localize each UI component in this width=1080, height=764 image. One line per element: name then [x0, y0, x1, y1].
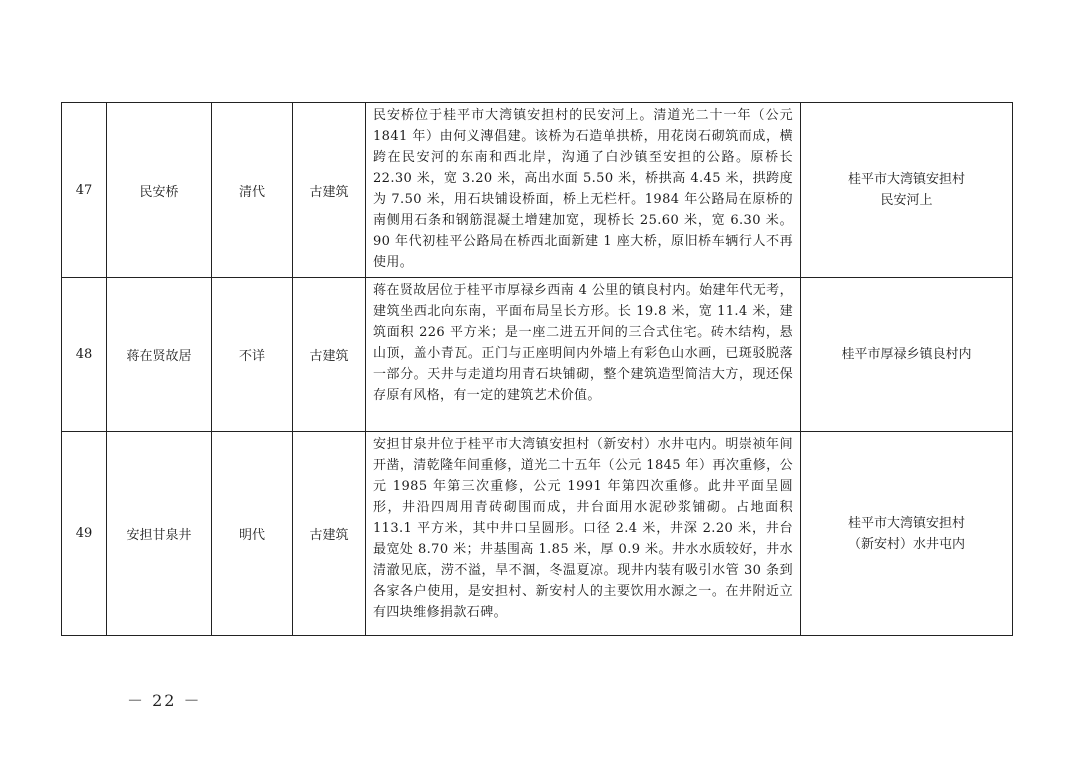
site-location	[801, 103, 1013, 278]
site-location	[801, 432, 1013, 636]
site-description: 安担甘泉井位于桂平市大湾镇安担村（新安村）水井屯内。明崇祯年间开凿，清乾隆年间重修，道光二十五年（公元 1845 年）再次重修，公元 1985 年第三次重修，公元 1991 年第四次重修。此井平面呈圆形，井沿四周用青砖砌围而成，井台面用水泥砂浆铺砌。占地面积 113.1 平方米，其中井口呈圆形。口径 2.4 米，井深 2.20 米，井台最宽处 8.70 米；井基围高 1.85 米，厚 0.9 米。井水水质较好，井水清澈见底，涝不溢，旱不涸，冬温夏凉。现井内装有吸引水管 30 条到各家各户使用，是安担村、新安村人的主要饮用水源之一。在井附近立有四块维修捐款石碑。	[366, 432, 801, 636]
heritage-sites-table	[61, 102, 1013, 636]
site-type: 古建筑	[293, 278, 366, 432]
site-location-line: 桂平市大湾镇安担村	[847, 515, 965, 531]
site-era: 清代	[212, 103, 293, 278]
site-name: 民安桥	[107, 103, 212, 278]
site-description: 蒋在贤故居位于桂平市厚禄乡西南 4 公里的镇良村内。始建年代无考，建筑坐西北向东南，平面布局呈长方形。长 19.8 米，宽 11.4 米，建筑面积 226 平方米；是一座二进五开间的三合式住宅。砖木结构，悬山顶，盖小青瓦。正门与正座明间内外墙上有彩色山水画，已斑驳脱落一部分。天井与走道均用青石块铺砌，整个建筑造型简洁大方，现还保存原有风格，有一定的建筑艺术价值。	[366, 278, 801, 432]
site-name: 安担甘泉井	[107, 432, 212, 636]
site-location-line: 民安河上	[880, 193, 933, 208]
page-number: － 22 －	[127, 691, 202, 710]
site-location-line: （新安村）水井屯内	[847, 536, 965, 552]
site-name: 蒋在贤故居	[107, 278, 212, 432]
site-era: 不详	[212, 278, 293, 432]
table-row	[62, 432, 1013, 636]
site-era: 明代	[212, 432, 293, 636]
table-row	[62, 278, 1013, 432]
site-number: 47	[62, 103, 107, 278]
site-location-line: 桂平市厚禄乡镇良村内	[841, 347, 972, 362]
site-number: 49	[62, 432, 107, 636]
site-number: 48	[62, 278, 107, 432]
site-location-line: 桂平市大湾镇安担村	[847, 172, 965, 187]
site-type: 古建筑	[293, 432, 366, 636]
table-row	[62, 103, 1013, 278]
site-description: 民安桥位于桂平市大湾镇安担村的民安河上。清道光二十一年（公元 1841 年）由何义漙倡建。该桥为石造单拱桥，用花岗石砌筑而成，横跨在民安河的东南和西北岸，沟通了白沙镇至安担的公路。原桥长 22.30 米，宽 3.20 米，高出水面 5.50 米，桥拱高 4.45 米，拱跨度为 7.50 米，用石块铺设桥面，桥上无栏杆。1984 年公路局在原桥的南侧用石条和钢筋混凝土增建加宽，现桥长 25.60 米，宽 6.30 米。90 年代初桂平公路局在桥西北面新建 1 座大桥，原旧桥车辆行人不再使用。	[366, 103, 801, 278]
site-location	[801, 278, 1013, 432]
site-type: 古建筑	[293, 103, 366, 278]
